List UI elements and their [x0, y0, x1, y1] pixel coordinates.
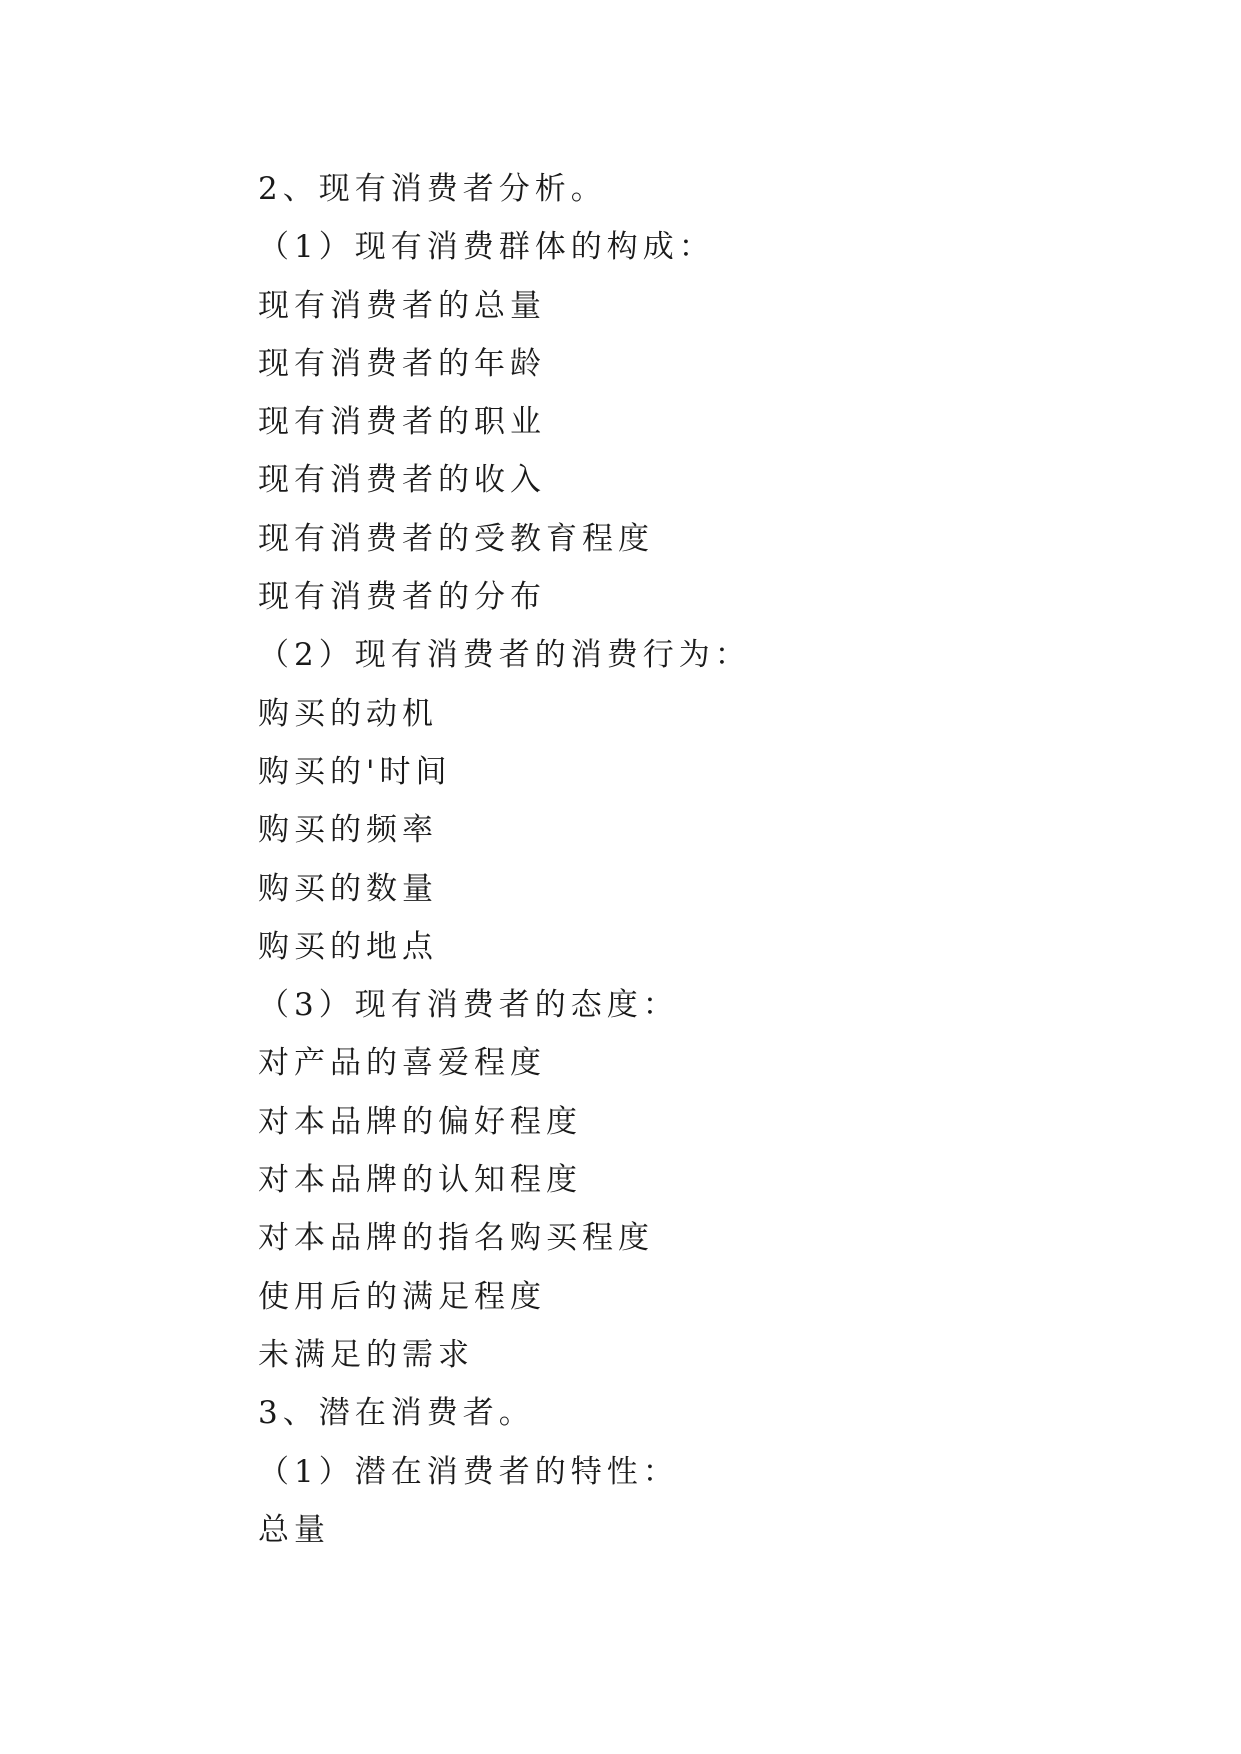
list-item: 对本品牌的偏好程度: [258, 1103, 582, 1140]
section-heading-potential-consumers: 3、潜在消费者。: [258, 1395, 535, 1432]
section-heading-current-consumers: 2、现有消费者分析。: [258, 171, 607, 207]
subheading-consumer-composition: （1）现有消费群体的构成：: [258, 229, 715, 266]
list-item: 对产品的喜爱程度: [258, 1045, 546, 1082]
list-item: 购买的动机: [258, 695, 438, 732]
list-item: 现有消费者的受教育程度: [258, 520, 654, 557]
list-item: 对本品牌的认知程度: [258, 1162, 582, 1199]
list-item: 现有消费者的年龄: [258, 345, 546, 382]
list-item: 购买的地点: [258, 928, 438, 965]
list-item: 未满足的需求: [258, 1336, 474, 1373]
list-item: 现有消费者的总量: [258, 287, 546, 324]
list-item: 购买的数量: [258, 870, 438, 907]
list-item: 购买的'时间: [258, 753, 452, 790]
list-item: 现有消费者的职业: [258, 404, 546, 441]
subheading-potential-consumer-traits: （1）潜在消费者的特性：: [258, 1453, 679, 1490]
list-item: 对本品牌的指名购买程度: [258, 1220, 654, 1257]
subheading-consumer-behavior: （2）现有消费者的消费行为：: [258, 637, 751, 674]
list-item: 购买的频率: [258, 812, 438, 849]
list-item: 现有消费者的收入: [258, 462, 546, 499]
list-item: 总量: [258, 1511, 330, 1548]
list-item: 现有消费者的分布: [258, 579, 546, 616]
document-body: [258, 160, 1158, 1559]
list-item: 使用后的满足程度: [258, 1278, 546, 1315]
subheading-consumer-attitude: （3）现有消费者的态度：: [258, 987, 679, 1024]
